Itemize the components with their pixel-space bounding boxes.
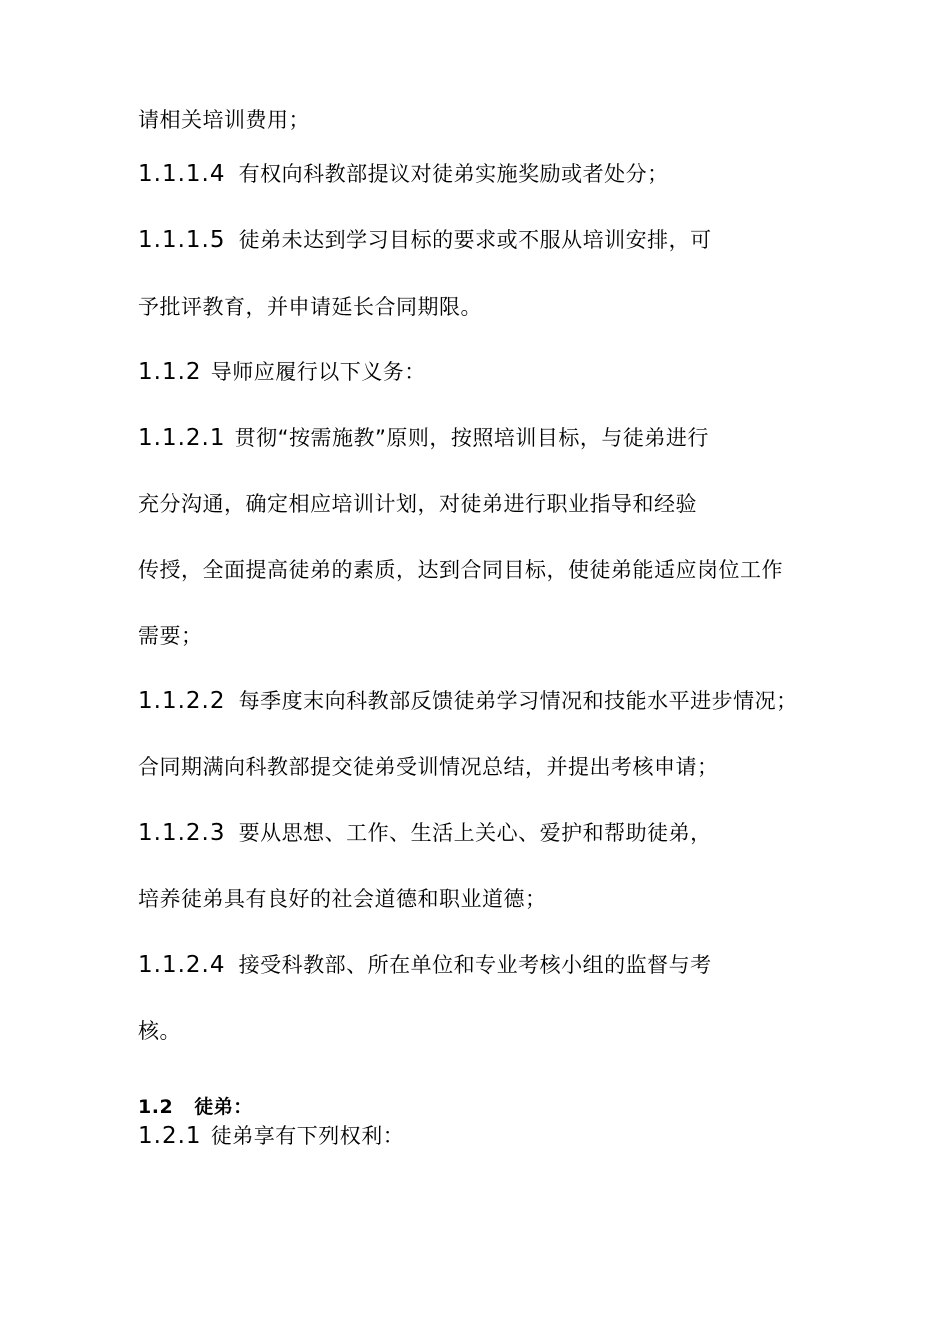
- line-text: 导师应履行以下义务：: [210, 360, 426, 384]
- line-text: 核。: [138, 1019, 181, 1043]
- paragraph-line: [138, 424, 709, 452]
- section-number: 1.2: [138, 1096, 174, 1118]
- section-heading: [138, 1093, 253, 1121]
- paragraph-line: [138, 885, 547, 913]
- line-text: 传授，全面提高徒弟的素质，达到合同目标，使徒弟能适应岗位工作: [138, 558, 783, 582]
- line-text: 要从思想、工作、生活上关心、爱护和帮助徒弟，: [238, 821, 712, 845]
- line-text: 接受科教部、所在单位和专业考核小组的监督与考: [238, 953, 712, 977]
- paragraph-line: [138, 622, 203, 650]
- paragraph-line: [138, 556, 783, 584]
- section-title: 徒弟：: [194, 1096, 253, 1118]
- clause-number: 1.1.2.1: [138, 425, 226, 451]
- paragraph-line: [138, 293, 482, 321]
- clause-number: 1.1.1.5: [138, 227, 226, 253]
- clause-number: 1.1.2.3: [138, 820, 226, 846]
- paragraph-line: [138, 1017, 181, 1045]
- line-text: 有权向科教部提议对徒弟实施奖励或者处分；: [238, 162, 669, 186]
- paragraph-line: [138, 358, 426, 386]
- paragraph-line: [138, 490, 697, 518]
- line-text: 徒弟未达到学习目标的要求或不服从培训安排，可: [238, 228, 712, 252]
- line-text: 徒弟享有下列权利：: [210, 1124, 405, 1148]
- line-text: 培养徒弟具有良好的社会道德和职业道德；: [138, 887, 547, 911]
- paragraph-line: [138, 226, 712, 254]
- paragraph-line: [138, 106, 310, 134]
- paragraph-line: [138, 687, 798, 715]
- paragraph-line: [138, 951, 712, 979]
- clause-number: 1.1.2.2: [138, 688, 226, 714]
- paragraph-line: [138, 819, 712, 847]
- line-text: 每季度末向科教部反馈徒弟学习情况和技能水平进步情况；: [238, 689, 798, 713]
- line-text: 贯彻“按需施教”原则，按照培训目标，与徒弟进行: [234, 426, 709, 450]
- line-text: 合同期满向科教部提交徒弟受训情况总结，并提出考核申请；: [138, 755, 719, 779]
- clause-number: 1.1.2: [138, 359, 202, 385]
- line-text: 充分沟通，确定相应培训计划，对徒弟进行职业指导和经验: [138, 492, 697, 516]
- line-text: 请相关培训费用；: [138, 108, 310, 132]
- subsection-line: [138, 1122, 404, 1150]
- clause-number: 1.1.2.4: [138, 952, 226, 978]
- paragraph-line: [138, 160, 669, 188]
- line-text: 予批评教育，并申请延长合同期限。: [138, 295, 482, 319]
- line-text: 需要；: [138, 624, 203, 648]
- clause-number: 1.1.1.4: [138, 161, 226, 187]
- clause-number: 1.2.1: [138, 1123, 202, 1149]
- paragraph-line: [138, 753, 719, 781]
